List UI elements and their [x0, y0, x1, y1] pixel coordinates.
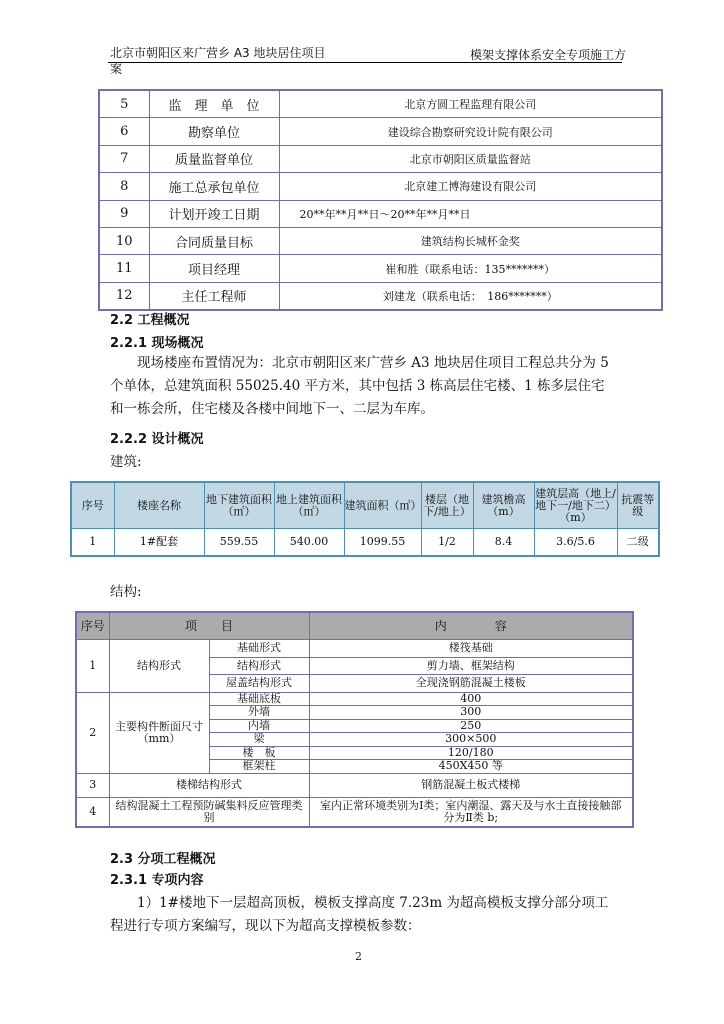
- row-number: 2: [76, 692, 109, 773]
- page-number: 2: [355, 950, 362, 963]
- section-2-2-2-title: 2.2.2 设计概况: [110, 432, 204, 447]
- sub-item: 屋盖结构形式: [209, 675, 309, 693]
- row-value: 建设综合勘察研究设计院有限公司: [279, 118, 662, 145]
- column-header: 建筑面积（㎡）: [344, 482, 421, 529]
- sub-value: 250: [309, 719, 633, 733]
- row-number: 11: [99, 255, 149, 282]
- section-2-3-1-title: 2.3.1 专项内容: [110, 873, 204, 888]
- building-info-table: [70, 481, 660, 557]
- column-header: 楼层（地下/地上）: [421, 482, 473, 529]
- table-row: [76, 797, 633, 827]
- row-number: 5: [99, 90, 149, 118]
- table-cell: 1: [71, 529, 114, 557]
- column-header: 内 容: [309, 612, 633, 640]
- table-cell: 1099.55: [344, 529, 421, 557]
- table-row: [99, 173, 662, 200]
- site-overview-paragraph: 现场楼座布置情况为：北京市朝阳区来广营乡 A3 地块居住项目工程总共分为 5 个单体，总建筑面积 55025.40 平方米，其中包括 3 栋高层住宅楼、1 栋多层住宅和一栋会所，住宅楼及各楼中间地下一、二层为车库。: [110, 355, 609, 417]
- special-content-paragraph: 1）1#楼地下一层超高顶板，模板支撑高度 7.23m 为超高模板支撑分部分项工程进行专项方案编写，现以下为超高支撑模板参数：: [110, 895, 609, 934]
- row-item: 结构形式: [109, 640, 209, 693]
- table-cell: 二级: [617, 529, 659, 557]
- sub-value: 全现浇钢筋混凝土楼板: [309, 675, 633, 693]
- column-header: 建筑层高（地上/地下一/地下二）（m）: [534, 482, 617, 529]
- table-cell: 1#配套: [114, 529, 204, 557]
- row-number: 12: [99, 282, 149, 310]
- row-label: 质量监督单位: [149, 145, 279, 172]
- row-label: 施工总承包单位: [149, 173, 279, 200]
- row-number: 4: [76, 797, 109, 827]
- row-value: 20**年**月**日～20**年**月**日: [279, 200, 662, 227]
- table-cell: 3.6/5.6: [534, 529, 617, 557]
- column-header: 序号: [76, 612, 109, 640]
- row-item: 主要构件断面尺寸（mm）: [109, 692, 209, 773]
- header-doc-title-wrap: 案: [110, 62, 123, 76]
- table-row: [76, 692, 633, 706]
- sub-item: 梁: [209, 733, 309, 747]
- column-header: 建筑檐高（m）: [473, 482, 534, 529]
- column-header: 地上建筑面积（㎡）: [274, 482, 344, 529]
- row-number: 9: [99, 200, 149, 227]
- sub-value: 400: [309, 692, 633, 706]
- sub-item: 外墙: [209, 706, 309, 720]
- sub-value: 450X450 等: [309, 760, 633, 774]
- table-row: [99, 118, 662, 145]
- sub-value: 楼筏基础: [309, 640, 633, 658]
- table-row: [99, 255, 662, 282]
- sub-item: 基础形式: [209, 640, 309, 658]
- row-label: 监 理 单 位: [149, 90, 279, 118]
- row-value: 北京市朝阳区质量监督站: [279, 145, 662, 172]
- table-row: [99, 145, 662, 172]
- row-number: 8: [99, 173, 149, 200]
- row-value: 刘建龙（联系电话： 186*******）: [279, 282, 662, 310]
- table-row: [99, 200, 662, 227]
- table-row: [76, 773, 633, 797]
- row-label: 计划开竣工日期: [149, 200, 279, 227]
- sub-value: 300: [309, 706, 633, 720]
- header-doc-title: 模架支撑体系安全专项施工方: [470, 48, 627, 62]
- row-item: 楼梯结构形式: [109, 773, 309, 797]
- sub-item: 结构形式: [209, 657, 309, 675]
- table-cell: 540.00: [274, 529, 344, 557]
- row-value: 北京建工博海建设有限公司: [279, 173, 662, 200]
- row-number: 6: [99, 118, 149, 145]
- header-project-name: 北京市朝阳区来广营乡 A3 地块居住项目: [110, 46, 326, 60]
- table-row: [99, 282, 662, 310]
- table-row: [99, 90, 662, 118]
- row-number: 1: [76, 640, 109, 693]
- sub-item: 内墙: [209, 719, 309, 733]
- sub-item: 基础底板: [209, 692, 309, 706]
- table-row: [99, 227, 662, 254]
- sub-value: 120/180: [309, 746, 633, 760]
- table-row: [76, 640, 633, 658]
- table-cell: 8.4: [473, 529, 534, 557]
- row-label: 主任工程师: [149, 282, 279, 310]
- row-number: 10: [99, 227, 149, 254]
- row-value: 钢筋混凝土板式楼梯: [309, 773, 633, 797]
- sub-item: 楼 板: [209, 746, 309, 760]
- table-cell: 559.55: [204, 529, 274, 557]
- sub-value: 剪力墙、框架结构: [309, 657, 633, 675]
- column-header: 抗震等级: [617, 482, 659, 529]
- row-label: 合同质量目标: [149, 227, 279, 254]
- column-header: 序号: [71, 482, 114, 529]
- row-number: 7: [99, 145, 149, 172]
- row-value: 崔和胜（联系电话：135*******）: [279, 255, 662, 282]
- header-rule: [108, 62, 622, 63]
- sub-item: 框架柱: [209, 760, 309, 774]
- row-label: 勘察单位: [149, 118, 279, 145]
- table-cell: 1/2: [421, 529, 473, 557]
- section-2-2-1-title: 2.2.1 现场概况: [110, 336, 204, 351]
- column-header: 地下建筑面积（㎡）: [204, 482, 274, 529]
- section-2-2-title: 2.2 工程概况: [110, 313, 190, 328]
- structure-info-table: [75, 611, 634, 828]
- table-row: [76, 612, 633, 640]
- section-2-3-title: 2.3 分项工程概况: [110, 852, 216, 867]
- row-value: 建筑结构长城杯金奖: [279, 227, 662, 254]
- structure-label: 结构:: [110, 584, 142, 600]
- row-value: 室内正常环境类别为Ⅰ类；室内潮湿、露天及与水土直接接触部分为Ⅱ类 b;: [309, 797, 633, 827]
- row-number: 3: [76, 773, 109, 797]
- row-label: 项目经理: [149, 255, 279, 282]
- architecture-label: 建筑:: [110, 454, 142, 470]
- sub-value: 300×500: [309, 733, 633, 747]
- row-item: 结构混凝土工程预防碱集料反应管理类别: [109, 797, 309, 827]
- row-value: 北京方圆工程监理有限公司: [279, 90, 662, 118]
- column-header: 项 目: [109, 612, 309, 640]
- column-header: 楼座名称: [114, 482, 204, 529]
- project-info-table: [98, 89, 663, 311]
